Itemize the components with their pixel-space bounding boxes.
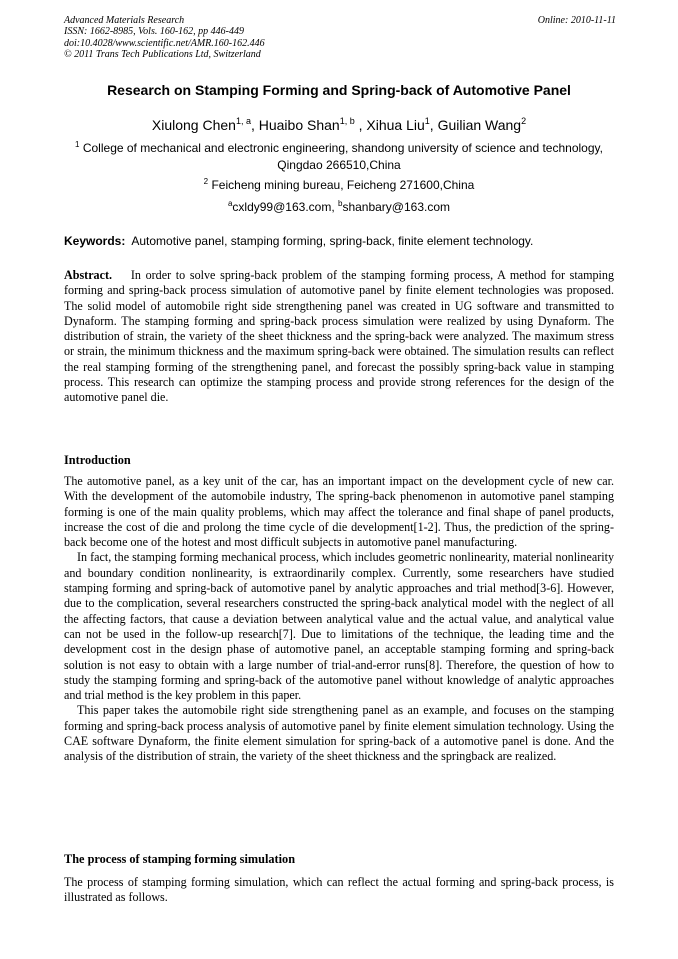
author-sup: 2 xyxy=(521,116,527,126)
affiliation-1 xyxy=(64,140,614,174)
email-sup: b xyxy=(337,199,343,208)
affiliation-line: College of mechanical and electronic engineering, shandong university of science and technology, xyxy=(82,141,603,155)
copyright-line: © 2011 Trans Tech Publications Ltd, Switzerland xyxy=(64,48,261,60)
email-line xyxy=(64,199,614,216)
affiliation-2 xyxy=(64,177,614,194)
keywords-text: Automotive panel, stamping forming, spring-back, finite element technology. xyxy=(131,234,534,248)
paper-title: Research on Stamping Forming and Spring-back of Automotive Panel xyxy=(107,82,571,98)
author-sup: 1 xyxy=(424,116,430,126)
introduction-body xyxy=(64,474,614,765)
online-date: Online: 2010-11-11 xyxy=(537,15,616,26)
issn-line: ISSN: 1662-8985, Vols. 160-162, pp 446-449 xyxy=(64,26,244,38)
affiliation-line: Qingdao 266510,China xyxy=(277,158,401,172)
keywords xyxy=(64,234,616,248)
process-heading: The process of stamping forming simulation xyxy=(64,852,296,866)
author-sup: 1, a xyxy=(235,116,251,126)
abstract xyxy=(64,268,614,406)
paragraph: The automotive panel, as a key unit of the car, has an important impact on the development cycle of new car. With the development of the automobile industry, The spring-back phenomenon in automotive panel stamping forming is one of the main quality problems, which may affect the tolerance and final shape of panel products, increase the cost of die and prolong the time cycle of die development[1-2]. Thus, the prediction of the spring-back become one of the hotest and most difficult subjects in automotive panel manufacturing. xyxy=(64,474,614,550)
author-name: Xihua Liu xyxy=(366,117,425,133)
author-separator: , xyxy=(429,117,438,133)
doi-line: doi:10.4028/www.scientific.net/AMR.160-162.446 xyxy=(64,37,265,49)
abstract-label: Abstract. xyxy=(64,268,113,282)
journal-header xyxy=(64,15,616,60)
introduction-heading: Introduction xyxy=(64,453,131,467)
paragraph: The process of stamping forming simulation, which can reflect the actual forming and spring-back process, is illustrated as follows. xyxy=(64,875,614,905)
author-separator: , xyxy=(354,117,367,133)
abstract-text: In order to solve spring-back problem of the stamping forming process, A method for stamping forming and spring-back process simulation of automotive panel by finite element technologies was proposed. The solid model of automobile right side strengthening panel was created in UG software and transmitted to Dynaform. The stamping forming and spring-back process simulation were realized by using Dynaform. The distribution of strain, the variety of the sheet thickness and the spring-back were analyzed. The maximum stress or strain, the minimum thickness and the maximum spring-back were obtained. The simulation results can reflect the real stamping forming of the strengthening panel, and forecast the possibly spring-back value in stamping process. This research can optimize the stamping process and provide strong references for the design of the automotive panel die. xyxy=(64,268,615,405)
affiliation-line: Feicheng mining bureau, Feicheng 271600,China xyxy=(211,178,475,192)
author-name: Xiulong Chen xyxy=(151,117,236,133)
author-list xyxy=(64,117,614,133)
author-name: Huaibo Shan xyxy=(258,117,340,133)
email-a: cxldy99@163.com, xyxy=(232,200,338,214)
affiliation-sup: 1 xyxy=(75,140,80,149)
author-sup: 1, b xyxy=(339,116,355,126)
process-body xyxy=(64,875,614,906)
email-sup: a xyxy=(227,199,233,208)
affiliation-sup: 2 xyxy=(203,177,209,186)
journal-name: Advanced Materials Research xyxy=(64,15,185,26)
author-separator: , xyxy=(250,117,259,133)
author-name: Guilian Wang xyxy=(437,117,522,133)
paragraph: This paper takes the automobile right side strengthening panel as an example, and focuses on the stamping forming and spring-back process analysis of automotive panel by finite element simulation technology. Using the CAE software Dynaform, the finite element simulation for spring-back of a automotive panel is done. And the analysis of the distribution of strain, the variety of the sheet thickness and the springback are realized. xyxy=(64,703,614,764)
keywords-label: Keywords: xyxy=(64,234,126,248)
email-b: shanbary@163.com xyxy=(342,200,451,214)
paragraph: In fact, the stamping forming mechanical process, which includes geometric nonlinearity, material nonlinearity and boundary condition nonlinearity, is extraordinarily complex. Currently, some researchers have studied stamping forming and spring-back of automotive panel by analytic approaches and trial method[3-6]. However, due to the complication, several researchers constructed the spring-back analytical model with the neglect of all the affecting factors, that cause a deviation between analytical value and the actual value, and analytical value can not be used in the follow-up research[7]. Due to limitations of the technique, the leading time and the development cost in the design phase of automotive panel, an acceptable stamping forming and spring-back solution is not easy to obtain with a large number of trial-and-error runs[8]. Therefore, the question of how to study the stamping forming and spring-back of the automotive panel without knowledge of analytic approaches and trial method is the key problem in this paper. xyxy=(64,550,614,703)
